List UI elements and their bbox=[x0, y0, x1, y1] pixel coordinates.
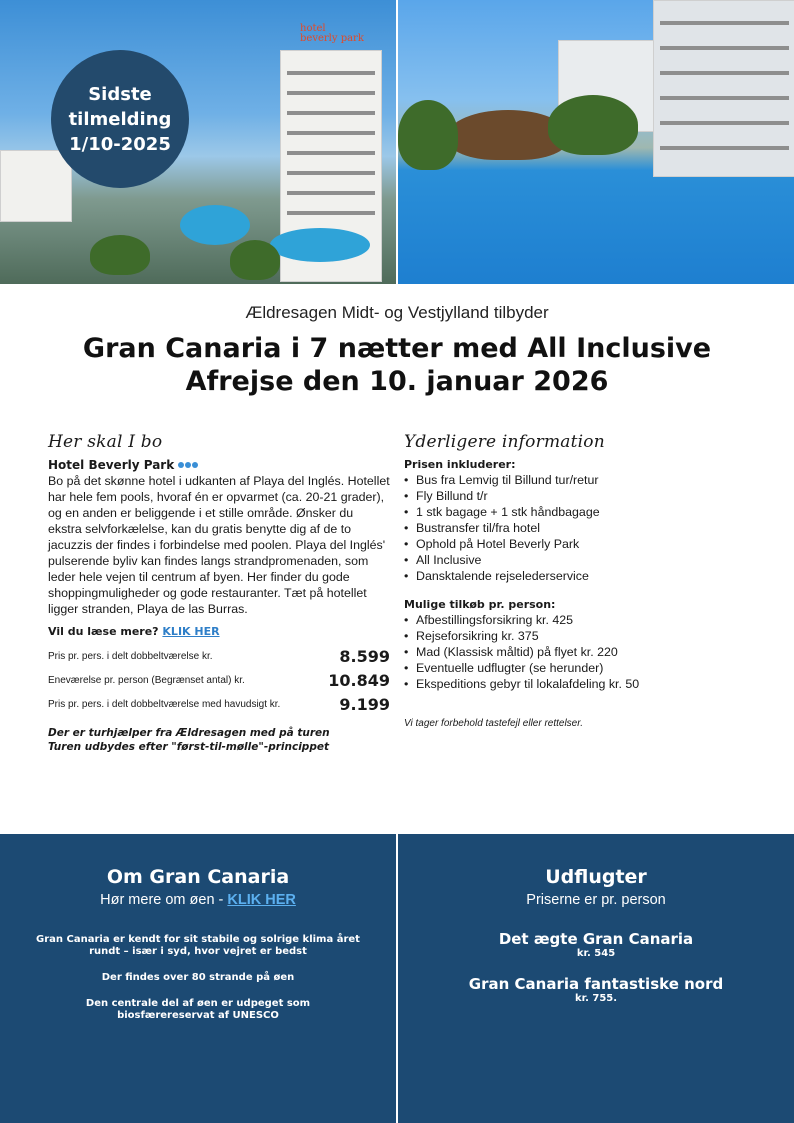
list-item: • All Inclusive bbox=[404, 552, 754, 568]
list-item: • Dansktalende rejselederservice bbox=[404, 568, 754, 584]
about-read-more-link[interactable]: KLIK HER bbox=[227, 892, 296, 908]
pool-area-photo bbox=[398, 0, 794, 284]
fact: Der findes over 80 strande på øen bbox=[101, 972, 295, 983]
palm-tree bbox=[230, 240, 280, 280]
hotel-section-heading: Her skal I bo bbox=[48, 432, 163, 452]
list-item: • Eventuelle udflugter (se herunder) bbox=[404, 660, 754, 676]
excursion-item: Gran Canaria fantastiske nord kr. 755. bbox=[468, 975, 724, 1004]
page-title bbox=[0, 332, 794, 398]
includes-heading: Prisen inkluderer: bbox=[404, 458, 516, 471]
price-table bbox=[48, 644, 390, 716]
addons-heading: Mulige tilkøb pr. person: bbox=[404, 598, 556, 611]
deadline-badge: Sidste tilmelding 1/10-2025 bbox=[51, 50, 189, 188]
pool bbox=[270, 228, 370, 262]
list-item: • Bus fra Lemvig til Billund tur/retur bbox=[404, 472, 754, 488]
list-item: • Rejseforsikring kr. 375 bbox=[404, 628, 754, 644]
tour-note: Der er turhjælper fra Ældresagen med på turen Turen udbydes efter "først-til-mølle"-princippet bbox=[48, 727, 330, 753]
info-section-heading: Yderligere information bbox=[404, 432, 605, 452]
about-subtitle: Hør mere om øen - KLIK HER bbox=[100, 892, 296, 908]
excursions-title: Udflugter bbox=[545, 866, 647, 888]
hotel-read-more-link[interactable]: KLIK HER bbox=[162, 625, 220, 638]
price-row: Pris pr. pers. i delt dobbeltværelse med havudsigt kr. 9.199 bbox=[48, 694, 390, 714]
read-more: Vil du læse mere? KLIK HER bbox=[48, 625, 220, 638]
fact: Gran Canaria er kendt for sit stabile og solrige klima året rundt – især i syd, hvor vejret er bedst bbox=[36, 934, 360, 957]
pool bbox=[180, 205, 250, 245]
about-title: Om Gran Canaria bbox=[106, 866, 290, 888]
excursions-subtitle: Priserne er pr. person bbox=[526, 892, 666, 908]
price-row: Pris pr. pers. i delt dobbeltværelse kr. 8.599 bbox=[48, 646, 390, 666]
hotel-rating-icon bbox=[178, 462, 198, 468]
list-item: • Afbestillingsforsikring kr. 425 bbox=[404, 612, 754, 628]
list-item: • Ophold på Hotel Beverly Park bbox=[404, 536, 754, 552]
hotel-section bbox=[48, 432, 390, 754]
fact: Den centrale del af øen er udpeget som biosfærereservat af UNESCO bbox=[85, 998, 311, 1021]
palm-tree bbox=[90, 235, 150, 275]
departure-line: Afrejse den 10. januar 2026 bbox=[185, 366, 609, 397]
palm-tree bbox=[398, 100, 458, 170]
title-line: Gran Canaria i 7 nætter med All Inclusive bbox=[82, 333, 712, 364]
list-item: • Ekspeditions gebyr til lokalafdeling kr. 50 bbox=[404, 676, 754, 692]
includes-list bbox=[404, 472, 754, 584]
info-section bbox=[404, 432, 754, 729]
organizer-line: Ældresagen Midt- og Vestjylland tilbyder bbox=[245, 303, 549, 322]
hotel-wing bbox=[653, 0, 794, 177]
price-row: Eneværelse pr. person (Begrænset antal) kr. 10.849 bbox=[48, 670, 390, 690]
list-item: • 1 stk bagage + 1 stk håndbagage bbox=[404, 504, 754, 520]
hero-images bbox=[0, 0, 794, 284]
list-item: • Bustransfer til/fra hotel bbox=[404, 520, 754, 536]
about-panel bbox=[0, 834, 396, 1123]
side-building bbox=[0, 150, 72, 222]
list-item: • Mad (Klassisk måltid) på flyet kr. 220 bbox=[404, 644, 754, 660]
list-item: • Fly Billund t/r bbox=[404, 488, 754, 504]
palm-tree bbox=[548, 95, 638, 155]
addons-list bbox=[404, 612, 754, 692]
disclaimer: Vi tager forbehold tastefejl eller rettelser. bbox=[404, 718, 583, 729]
hotel-description: Bo på det skønne hotel i udkanten af Playa del Inglés. Hotellet har hele fem pools, hvoraf én er opvarmet (ca. 20-21 grader), og en anden er beliggende i et stille område. Ønsker du ekstra selvforkælelse, kan du gratis benytte dig af de to jacuzzis der findes i forbindelse med poolen. Playa del Inglés' pulserende byliv kan findes langs strandpromenaden, som leder hele vejen til centrum af byen. Her finder du gode shoppingmuligheder og gode restauranter. Tæt på hotellet ligger stranden, Playa de las Burras. bbox=[48, 474, 390, 616]
hotel-sign-logo: hotel beverly park bbox=[300, 23, 364, 44]
excursion-item: Det ægte Gran Canaria kr. 545 bbox=[498, 930, 694, 959]
hotel-name: Hotel Beverly Park bbox=[48, 458, 390, 472]
excursions-panel bbox=[398, 834, 794, 1123]
